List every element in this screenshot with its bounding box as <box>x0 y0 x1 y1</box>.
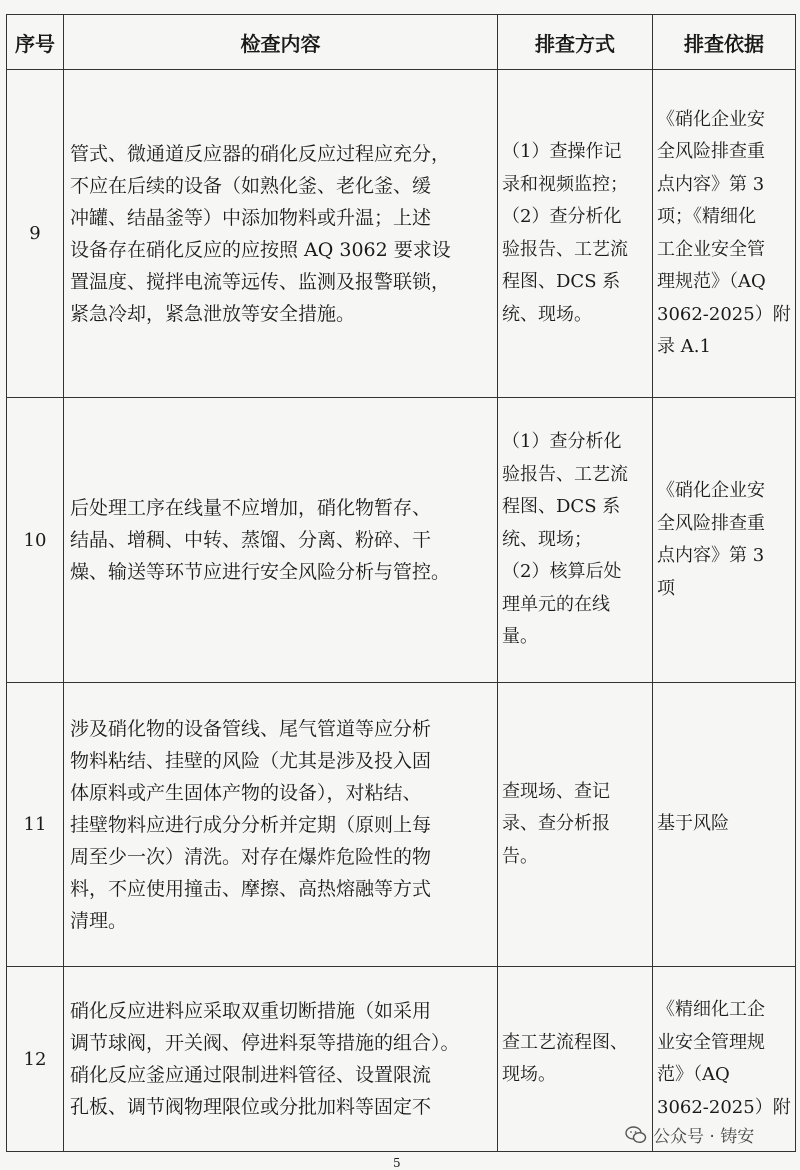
text-line: 查现场、查记 <box>502 780 610 802</box>
page-number: 5 <box>393 1156 401 1170</box>
text-line: 现场。 <box>502 1064 556 1085</box>
row-number: 10 <box>7 398 64 683</box>
check-basis <box>653 398 796 683</box>
text-line: 《精细化工企 <box>657 999 765 1020</box>
check-content <box>64 70 498 398</box>
text-line: 理单元的在线 <box>502 593 610 615</box>
text-line: 验报告、工艺流 <box>502 238 628 260</box>
check-basis <box>653 683 796 967</box>
text-line: 料，不应使用撞击、摩擦、高热熔融等方式 <box>70 877 432 900</box>
row-number: 12 <box>7 967 64 1152</box>
header-row <box>7 15 796 70</box>
text-line: 周至少一次）清洗。对存在爆炸危险性的物 <box>70 845 432 868</box>
text-line: 点内容》第 3 <box>657 173 765 195</box>
header-method: 排查方式 <box>498 15 653 70</box>
text-line: 项；《精细化 <box>657 206 756 227</box>
text-line: 3062-2025）附 <box>657 1096 791 1118</box>
text-line: 程图、DCS 系 <box>502 271 621 292</box>
text-line: 《硝化企业安 <box>657 480 765 501</box>
header-content: 检查内容 <box>64 15 498 70</box>
text-line: 3062-2025）附 <box>657 303 791 325</box>
text-line: 统、现场； <box>502 528 592 550</box>
text-line: 量。 <box>502 626 538 648</box>
text-line: 冲罐、结晶釜等）中添加物料或升温；上述 <box>70 206 432 229</box>
text-line: 统、现场。 <box>502 303 592 325</box>
text-line: 范》（AQ <box>657 1064 730 1085</box>
text-line: 理规范》（AQ <box>657 271 766 292</box>
text-line: 燥、输送等环节应进行安全风险分析与管控。 <box>70 561 451 583</box>
wechat-icon <box>625 1126 647 1144</box>
table-row <box>7 70 796 398</box>
text-line: 涉及硝化物的设备管线、尾气管道等应分析 <box>70 717 432 740</box>
text-line: （1）查分析化 <box>502 431 622 453</box>
text-line: 验报告、工艺流 <box>502 463 628 485</box>
text-line: 孔板、调节阀物理限位或分批加料等固定不 <box>70 1096 432 1118</box>
watermark-text: 公众号 · 铸安 <box>653 1127 755 1147</box>
text-line: 查工艺流程图、 <box>502 1031 628 1053</box>
text-line: 基于风险 <box>657 813 729 835</box>
text-line: 物料粘结、挂壁的风险（尤其是涉及投入固 <box>70 749 432 772</box>
check-content <box>64 683 498 967</box>
row-number: 9 <box>7 70 64 398</box>
watermark <box>625 1122 754 1147</box>
check-content <box>64 967 498 1152</box>
table-row <box>7 683 796 967</box>
check-method <box>498 398 653 683</box>
text-line: 《硝化企业安 <box>657 108 765 130</box>
header-basis: 排查依据 <box>653 15 796 70</box>
text-line: 录、查分析报 <box>502 813 610 835</box>
text-line: 工企业安全管 <box>657 238 765 260</box>
text-line: 置温度、搅拌电流等远传、监测及报警联锁， <box>70 270 451 293</box>
text-line: 硝化反应进料应采取双重切断措施（如采用 <box>70 1000 432 1022</box>
check-method <box>498 70 653 398</box>
text-line: 设备存在硝化反应的应按照 AQ 3062 要求设 <box>70 238 451 261</box>
table-row <box>7 398 796 683</box>
inspection-table <box>6 14 796 1152</box>
check-method <box>498 683 653 967</box>
text-line: 程图、DCS 系 <box>502 496 621 518</box>
text-line: （2）查分析化 <box>502 206 622 227</box>
text-line: （1）查操作记 <box>502 141 622 162</box>
text-line: 不应在后续的设备（如熟化釜、老化釜、缓 <box>70 174 432 197</box>
text-line: 项 <box>657 577 675 599</box>
header-num: 序号 <box>7 15 64 70</box>
row-number: 11 <box>7 683 64 967</box>
text-line: 体原料或产生固体产物的设备），对粘结、 <box>70 781 422 804</box>
text-line: 全风险排查重 <box>657 141 765 162</box>
text-line: 后处理工序在线量不应增加，硝化物暂存、 <box>70 497 432 519</box>
text-line: 清理。 <box>70 909 128 932</box>
check-content <box>64 398 498 683</box>
text-line: 挂壁物料应进行成分分析并定期（原则上每 <box>70 813 432 836</box>
text-line: 录 A.1 <box>657 336 711 357</box>
text-line: （2）核算后处 <box>502 561 622 583</box>
text-line: 管式、微通道反应器的硝化反应过程应充分， <box>70 142 451 165</box>
text-line: 告。 <box>502 845 538 867</box>
text-line: 业安全管理规 <box>657 1031 765 1053</box>
text-line: 结晶、增稠、中转、蒸馏、分离、粉碎、干 <box>70 529 432 551</box>
text-line: 录和视频监控； <box>502 173 628 195</box>
text-line: 紧急冷却，紧急泄放等安全措施。 <box>70 302 356 325</box>
text-line: 调节球阀，开关阀、停进料泵等措施的组合）。 <box>70 1032 460 1054</box>
text-line: 点内容》第 3 <box>657 545 765 566</box>
check-basis <box>653 70 796 398</box>
text-line: 全风险排查重 <box>657 512 765 534</box>
text-line: 硝化反应釜应通过限制进料管径、设置限流 <box>70 1064 432 1086</box>
